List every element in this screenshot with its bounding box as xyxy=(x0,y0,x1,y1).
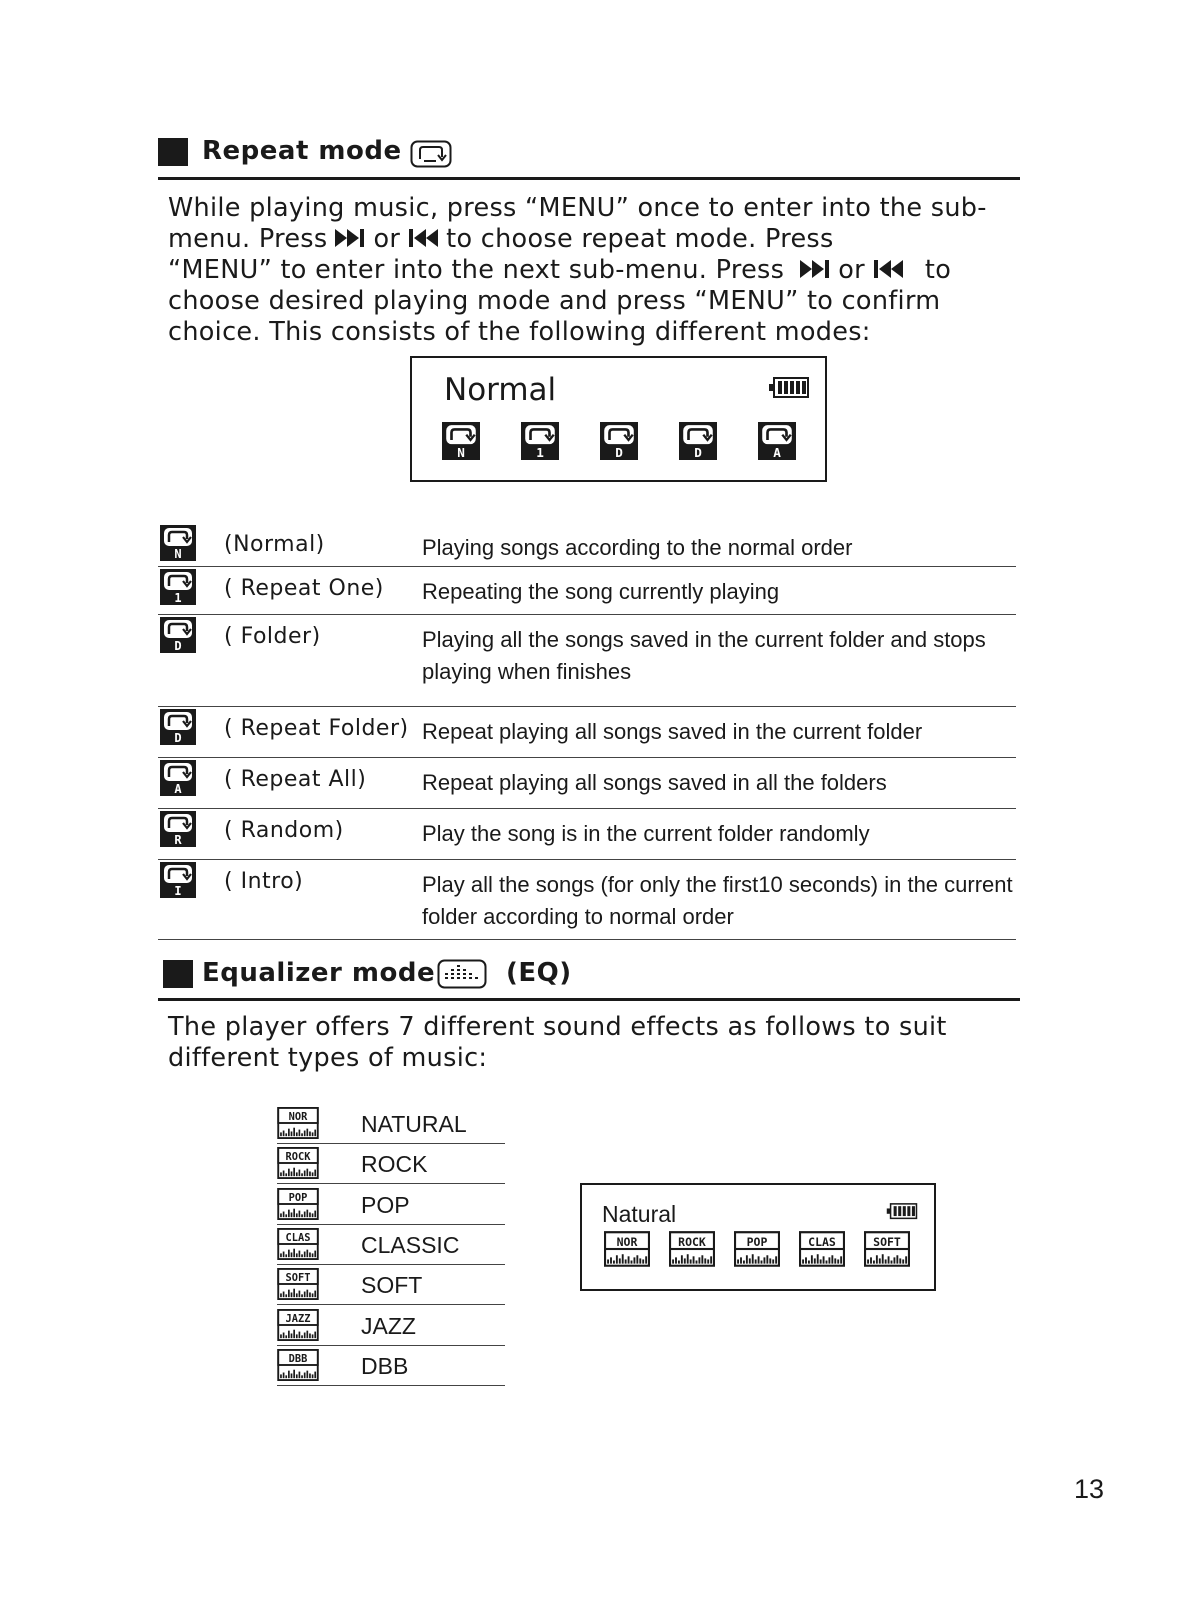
mode-description: Repeat playing all songs saved in the current folder xyxy=(422,719,923,744)
next-track-icon xyxy=(333,227,367,249)
battery-icon xyxy=(886,1203,918,1220)
repeat-mode-icon xyxy=(160,759,196,797)
section-marker xyxy=(158,138,188,166)
equalizer-item-icon-wrap xyxy=(277,1309,319,1346)
equalizer-item-icon-wrap xyxy=(277,1147,319,1184)
svg-text:D: D xyxy=(615,444,623,460)
lcd-eq-icon xyxy=(604,1231,650,1272)
svg-text:D: D xyxy=(694,444,702,460)
svg-text:SOFT: SOFT xyxy=(873,1234,901,1249)
equalizer-preset-icon xyxy=(604,1231,650,1267)
previous-track-icon xyxy=(406,227,440,249)
svg-text:N: N xyxy=(457,444,465,460)
lcd-mode-icon xyxy=(594,422,644,465)
mode-icon-wrap xyxy=(160,524,196,567)
mode-icon-wrap xyxy=(160,759,196,802)
equalizer-item-label: JAZZ xyxy=(361,1312,416,1339)
mode-name: ( Repeat All) xyxy=(224,767,367,792)
equalizer-item-icon-wrap xyxy=(277,1107,319,1144)
repeat-mode-icon xyxy=(436,422,486,460)
repeat-mode-icon xyxy=(160,810,196,848)
intro-line: The player offers 7 different sound effects as follows to suit xyxy=(168,1012,947,1042)
mode-row xyxy=(158,706,1016,758)
svg-text:ROCK: ROCK xyxy=(285,1151,311,1164)
mode-name: (Normal) xyxy=(224,532,325,557)
equalizer-item-label: ROCK xyxy=(361,1151,428,1178)
equalizer-item xyxy=(277,1103,505,1144)
svg-text:NOR: NOR xyxy=(616,1234,638,1249)
equalizer-mode-heading: Equalizer mode xyxy=(202,958,436,988)
equalizer-item-icon-wrap xyxy=(277,1228,319,1265)
equalizer-preset-icon xyxy=(277,1107,319,1139)
lcd-title: Natural xyxy=(602,1201,677,1227)
equalizer-preset-icon xyxy=(799,1231,845,1267)
repeat-mode-icon xyxy=(594,422,644,460)
section-rule xyxy=(158,177,1020,180)
mode-row xyxy=(158,808,1016,860)
equalizer-preset-icon xyxy=(277,1228,319,1260)
lcd-eq-icon xyxy=(799,1231,845,1272)
equalizer-preset-icon xyxy=(669,1231,715,1267)
svg-text:D: D xyxy=(174,639,182,653)
section-rule xyxy=(158,998,1020,1001)
instruction-text: or xyxy=(373,224,401,254)
repeat-mode-icon xyxy=(752,422,802,460)
svg-text:CLAS: CLAS xyxy=(285,1232,311,1245)
previous-track-icon xyxy=(871,258,905,280)
lcd-eq-icon xyxy=(669,1231,715,1272)
svg-text:D: D xyxy=(174,731,182,745)
mode-description: Playing songs according to the normal order xyxy=(422,535,853,560)
mode-description: Repeating the song currently playing xyxy=(422,579,780,604)
equalizer-item xyxy=(277,1143,505,1184)
mode-row xyxy=(158,614,1016,707)
instruction-line: choice. This consists of the following different modes: xyxy=(168,317,871,347)
section-marker xyxy=(163,960,193,988)
page-number: 13 xyxy=(1074,1474,1105,1504)
mode-description: Playing all the songs saved in the current folder and stops playing when finishes xyxy=(422,627,986,684)
svg-text:POP: POP xyxy=(288,1191,308,1204)
mode-name: ( Repeat One) xyxy=(224,576,384,601)
equalizer-item-label: SOFT xyxy=(361,1272,423,1299)
svg-text:POP: POP xyxy=(746,1234,768,1249)
equalizer-preset-icon xyxy=(277,1188,319,1220)
instruction-line xyxy=(168,255,1028,286)
instruction-line: choose desired playing mode and press “MENU” to confirm xyxy=(168,286,941,316)
repeat-lcd-screen xyxy=(410,356,827,482)
svg-text:DBB: DBB xyxy=(288,1352,308,1365)
next-track-icon xyxy=(798,258,832,280)
mode-name: ( Random) xyxy=(224,818,344,843)
svg-text:I: I xyxy=(174,884,182,898)
equalizer-icon xyxy=(437,959,487,989)
equalizer-item-label: POP xyxy=(361,1191,410,1218)
instruction-line: While playing music, press “MENU” once to enter into the sub- xyxy=(168,193,987,223)
mode-description: Play all the songs (for only the first10 seconds) in the current folder according to normal order xyxy=(422,872,1013,929)
repeat-mode-icon xyxy=(515,422,565,460)
equalizer-preset-icon xyxy=(277,1309,319,1341)
equalizer-lcd-screen xyxy=(580,1183,936,1291)
svg-text:NOR: NOR xyxy=(288,1111,308,1124)
equalizer-preset-icon xyxy=(277,1349,319,1381)
mode-name: ( Folder) xyxy=(224,624,321,649)
lcd-eq-icon xyxy=(864,1231,910,1272)
instruction-text: to xyxy=(924,255,952,285)
equalizer-item xyxy=(277,1345,505,1386)
equalizer-intro xyxy=(168,1012,1028,1074)
mode-row xyxy=(158,859,1016,940)
svg-text:A: A xyxy=(773,444,781,460)
mode-row xyxy=(158,757,1016,809)
instruction-text: “MENU” to enter into the next sub-menu. Press xyxy=(168,255,785,285)
svg-text:SOFT: SOFT xyxy=(285,1272,311,1285)
mode-icon-wrap xyxy=(160,708,196,751)
equalizer-item xyxy=(277,1224,505,1265)
equalizer-item-label: DBB xyxy=(361,1352,409,1379)
mode-icon-wrap xyxy=(160,568,196,611)
equalizer-item-label: CLASSIC xyxy=(361,1231,460,1258)
mode-icon-wrap xyxy=(160,810,196,853)
repeat-mode-icon xyxy=(160,708,196,746)
instruction-text: to choose repeat mode. Press xyxy=(446,224,834,254)
intro-line: different types of music: xyxy=(168,1043,488,1073)
svg-text:R: R xyxy=(174,833,182,847)
equalizer-preset-icon xyxy=(277,1147,319,1179)
svg-text:JAZZ: JAZZ xyxy=(285,1312,311,1325)
equalizer-preset-icon xyxy=(277,1268,319,1300)
equalizer-item-icon-wrap xyxy=(277,1188,319,1225)
equalizer-item xyxy=(277,1264,505,1305)
repeat-icon xyxy=(410,140,452,168)
svg-text:A: A xyxy=(174,782,182,796)
svg-text:1: 1 xyxy=(536,444,544,460)
svg-text:ROCK: ROCK xyxy=(678,1234,706,1249)
repeat-instructions xyxy=(168,193,1028,348)
battery-icon xyxy=(768,377,810,399)
repeat-mode-icon xyxy=(160,568,196,606)
mode-icon-wrap xyxy=(160,616,196,659)
mode-row xyxy=(158,566,1016,615)
repeat-mode-icon xyxy=(160,524,196,562)
lcd-title: Normal xyxy=(444,372,557,408)
repeat-mode-icon xyxy=(160,616,196,654)
lcd-mode-icon xyxy=(752,422,802,465)
equalizer-item-label: NATURAL xyxy=(361,1111,467,1137)
lcd-eq-icon xyxy=(734,1231,780,1272)
svg-text:N: N xyxy=(174,547,182,561)
equalizer-item xyxy=(277,1184,505,1225)
mode-description: Repeat playing all songs saved in all the folders xyxy=(422,770,887,795)
equalizer-preset-icon xyxy=(734,1231,780,1267)
svg-text:CLAS: CLAS xyxy=(808,1234,836,1249)
lcd-eq-icons xyxy=(604,1231,924,1271)
mode-row xyxy=(158,522,1016,567)
equalizer-preset-icon xyxy=(864,1231,910,1267)
instruction-line xyxy=(168,224,1028,255)
mode-name: ( Repeat Folder) xyxy=(224,716,409,741)
equalizer-item-icon-wrap xyxy=(277,1268,319,1305)
lcd-mode-icon xyxy=(673,422,723,465)
repeat-mode-icon xyxy=(673,422,723,460)
mode-icon-wrap xyxy=(160,861,196,904)
instruction-text: or xyxy=(838,255,865,285)
equalizer-item-icon-wrap xyxy=(277,1349,319,1386)
repeat-mode-heading: Repeat mode xyxy=(202,136,402,166)
lcd-mode-icons xyxy=(436,422,806,462)
lcd-mode-icon xyxy=(515,422,565,465)
mode-description: Play the song is in the current folder randomly xyxy=(422,821,870,846)
equalizer-heading-suffix: (EQ) xyxy=(506,958,572,988)
svg-text:1: 1 xyxy=(174,591,182,605)
mode-name: ( Intro) xyxy=(224,869,304,894)
instruction-text: menu. Press xyxy=(168,224,328,254)
repeat-mode-icon xyxy=(160,861,196,899)
equalizer-item xyxy=(277,1305,505,1346)
lcd-mode-icon xyxy=(436,422,486,465)
